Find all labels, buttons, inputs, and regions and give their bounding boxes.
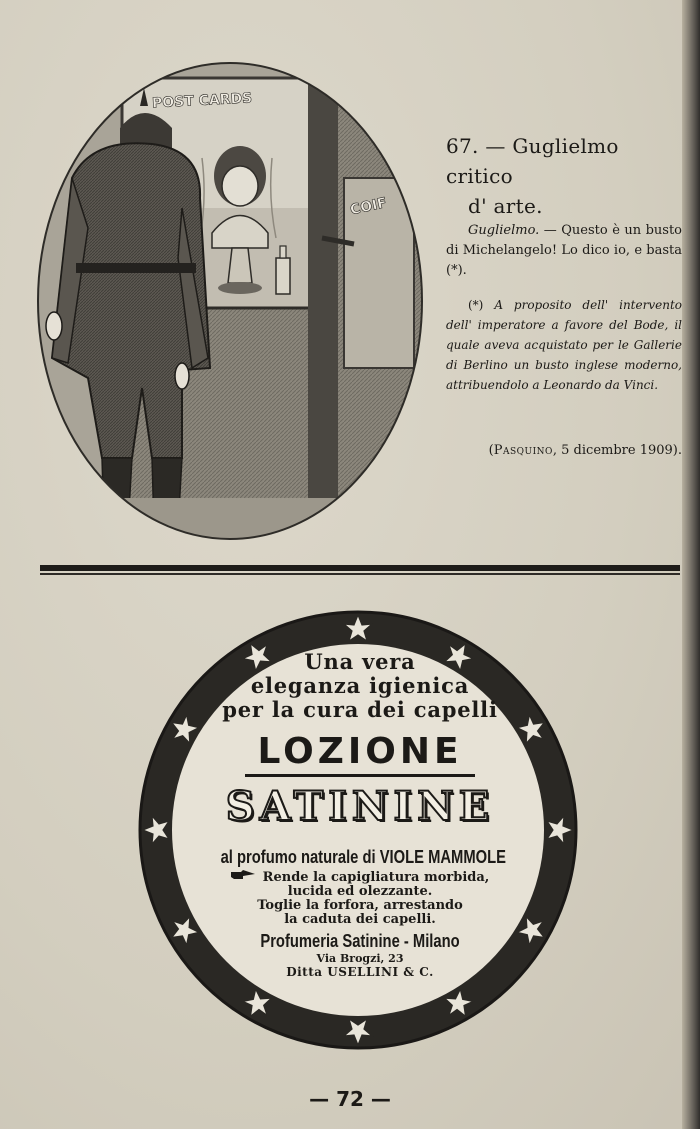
dialogue-speaker: Guglielmo. bbox=[468, 223, 540, 238]
ad-brand-rule bbox=[245, 774, 475, 777]
shop-sign-text: POST CARDS bbox=[151, 90, 253, 112]
ad-brand-satinine: SATININE bbox=[225, 783, 495, 830]
ad-perfume-line: al profumo naturale di VIOLE MAMMOLE bbox=[220, 847, 506, 867]
source-date: , 5 dicembre 1909). bbox=[552, 443, 682, 458]
ad-headline-line2: eleganza igienica bbox=[250, 673, 470, 698]
separator-rule bbox=[40, 565, 680, 571]
caption-number: 67. bbox=[446, 134, 479, 158]
separator-rule-thin bbox=[40, 573, 680, 575]
footnote bbox=[446, 295, 682, 395]
ad-body-line1 bbox=[190, 870, 530, 885]
shop-sign-text-2: COIF bbox=[348, 195, 389, 219]
ad-shop-name: Profumeria Satinine - Milano bbox=[260, 931, 460, 951]
ad-brand-lozione: LOZIONE bbox=[257, 731, 463, 772]
ad-content bbox=[190, 650, 530, 979]
page-number: — 72 — bbox=[309, 1087, 391, 1111]
ad-body-text1: Rende la capigliatura morbida, bbox=[262, 870, 490, 885]
pointing-hand-icon bbox=[231, 870, 255, 885]
ad-body-line3: Toglie la forfora, arrestando bbox=[257, 898, 463, 913]
footnote-text: A proposito dell' intervento dell' imperatore a favore del Bode, il quale aveva acquistato per le Gallerie di Berlino un busto inglese moderno, attribuendolo a Leonardo da Vinci. bbox=[446, 298, 682, 392]
footnote-marker: (*) bbox=[468, 298, 484, 312]
ad-body-line4: la caduta dei capelli. bbox=[284, 912, 436, 927]
source-citation: (Pasquino, 5 dicembre 1909). bbox=[488, 443, 682, 458]
caption-title bbox=[446, 131, 686, 221]
ad-headline-line1: Una vera bbox=[304, 649, 416, 674]
cartoon-illustration bbox=[32, 58, 428, 544]
dialogue-text bbox=[446, 221, 682, 281]
ad-body-line2: lucida ed olezzante. bbox=[287, 884, 433, 899]
ad-body bbox=[190, 870, 530, 927]
ad-headline-line3: per la cura dei capelli bbox=[222, 697, 498, 722]
dialogue-line: — Questo è un busto di Michelangelo! Lo dico io, e basta (*). bbox=[446, 223, 682, 278]
caption-dash: — bbox=[485, 134, 506, 158]
caption-title-line1: Guglielmo critico bbox=[446, 134, 619, 188]
ad-address: Via Brogzi, 23 bbox=[316, 952, 404, 965]
ad-company: Ditta USELLINI & C. bbox=[286, 965, 434, 979]
caption-title-line2: d' arte. bbox=[468, 194, 543, 218]
source-publication: Pasquino bbox=[493, 443, 553, 458]
